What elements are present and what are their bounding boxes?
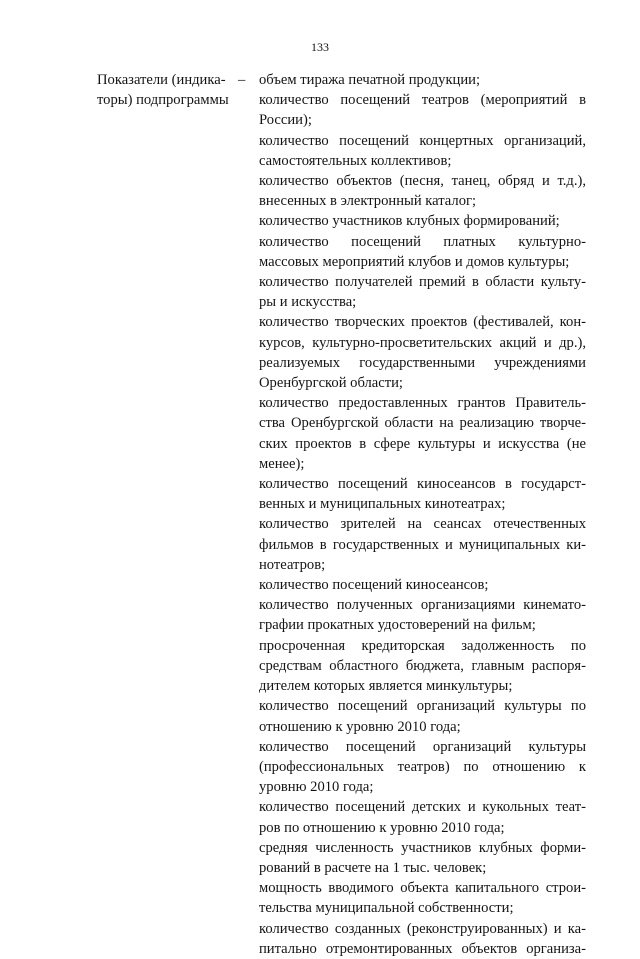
indicator-item [259, 474, 586, 514]
indicator-item-line: количество зрителей на сеансах отечественных [259, 516, 586, 533]
indicator-item-line: венных и муниципальных кинотеатрах; [259, 496, 506, 513]
indicator-item-line: количество объектов (песня, танец, обряд и т.д.), [259, 173, 586, 190]
indicator-item [259, 696, 586, 736]
indicator-item-line: количество созданных (реконструированных) и ка- [259, 920, 586, 937]
indicator-item-line: количество посещений организаций культуры [259, 738, 586, 755]
indicator-item [259, 70, 586, 90]
indicator-item-line: России); [259, 112, 312, 129]
indicator-item-line: курсов, культурно-просветительских акций и др.), [259, 334, 586, 351]
indicator-item [259, 797, 586, 837]
indicator-item-line: рований в расчете на 1 тыс. человек; [259, 859, 487, 876]
indicator-list [259, 70, 586, 959]
indicator-item-line: тельства муниципальной собственности; [259, 900, 514, 917]
indicator-item-line: самостоятельных коллективов; [259, 152, 452, 169]
indicator-item-line: ства Оренбургской области на реализацию творче- [259, 415, 586, 432]
indicator-item-line: мощность вводимого объекта капитального строи- [259, 880, 586, 897]
indicator-item-line: количество участников клубных формирований; [259, 213, 560, 230]
indicator-item-line: средняя численность участников клубных форми- [259, 839, 586, 856]
indicator-item-line: питально отремонтированных объектов организа- [259, 940, 586, 957]
indicator-item-line: внесенных в электронный каталог; [259, 193, 477, 210]
indicator-item-line: количество посещений театров (мероприятий в [259, 92, 586, 109]
label-dash: – [238, 72, 246, 88]
indicator-item-line: количество творческих проектов (фестивалей, кон- [259, 314, 586, 331]
indicator-item-line: менее); [259, 455, 305, 472]
indicator-item [259, 514, 586, 575]
indicator-item-line: отношению к уровню 2010 года; [259, 718, 461, 735]
indicator-item [259, 211, 586, 231]
indicator-item [259, 737, 586, 798]
indicator-item-line: количество посещений детских и кукольных теат- [259, 799, 586, 816]
indicator-item [259, 838, 586, 878]
indicator-item-line: количество посещений платных культурно- [259, 233, 586, 250]
page-number: 133 [311, 40, 329, 54]
indicator-item-line: просроченная кредиторская задолженность по [259, 637, 586, 654]
indicator-item [259, 878, 586, 918]
indicator-item-line: фильмов в государственных и муниципальных ки- [259, 536, 586, 553]
indicator-item-line: массовых мероприятий клубов и домов культуры; [259, 253, 570, 270]
indicators-label [97, 70, 247, 110]
indicator-item-line: количество посещений киносеансов; [259, 577, 489, 594]
indicator-item-line: дителем которых является минкультуры; [259, 678, 513, 695]
indicators-label-line: торы) подпрограммы [97, 92, 229, 109]
indicator-item-line: (профессиональных театров) по отношению к [259, 758, 586, 775]
indicator-item [259, 312, 586, 393]
indicator-item [259, 595, 586, 635]
indicator-item [259, 636, 586, 697]
indicator-item [259, 393, 586, 474]
indicator-item-line: объем тиража печатной продукции; [259, 72, 481, 88]
indicator-item-line: количество получателей премий в области культу- [259, 274, 586, 291]
indicator-item-line: Оренбургской области; [259, 375, 403, 392]
indicator-item [259, 131, 586, 171]
indicator-item [259, 232, 586, 272]
indicator-item-line: ров по отношению к уровню 2010 года; [259, 819, 505, 836]
indicator-item [259, 919, 586, 959]
indicator-item [259, 171, 586, 211]
indicator-item-line: нотеатров; [259, 556, 326, 573]
indicators-label-line: Показатели (индика- [97, 72, 226, 88]
indicator-item-line: количество посещений концертных организаций, [259, 132, 586, 149]
indicator-item [259, 575, 586, 595]
indicator-item-line: ских проектов в сфере культуры и искусства (не [259, 435, 586, 452]
indicator-item-line: графии прокатных удостоверений на фильм; [259, 617, 536, 634]
indicator-item-line: реализуемых государственными учреждениями [259, 354, 586, 371]
indicator-item [259, 90, 586, 130]
indicator-item-line: уровню 2010 года; [259, 779, 374, 796]
indicator-item-line: количество предоставленных грантов Правитель- [259, 395, 586, 412]
indicator-item-line: количество посещений организаций культуры по [259, 698, 586, 715]
indicator-item-line: средствам областного бюджета, главным распоря- [259, 657, 586, 674]
indicator-item-line: количество посещений киносеансов в государст- [259, 476, 586, 493]
indicator-item-line: количество полученных организациями кинемато- [259, 597, 586, 614]
indicator-item-line: ры и искусства; [259, 294, 357, 311]
indicator-item [259, 272, 586, 312]
